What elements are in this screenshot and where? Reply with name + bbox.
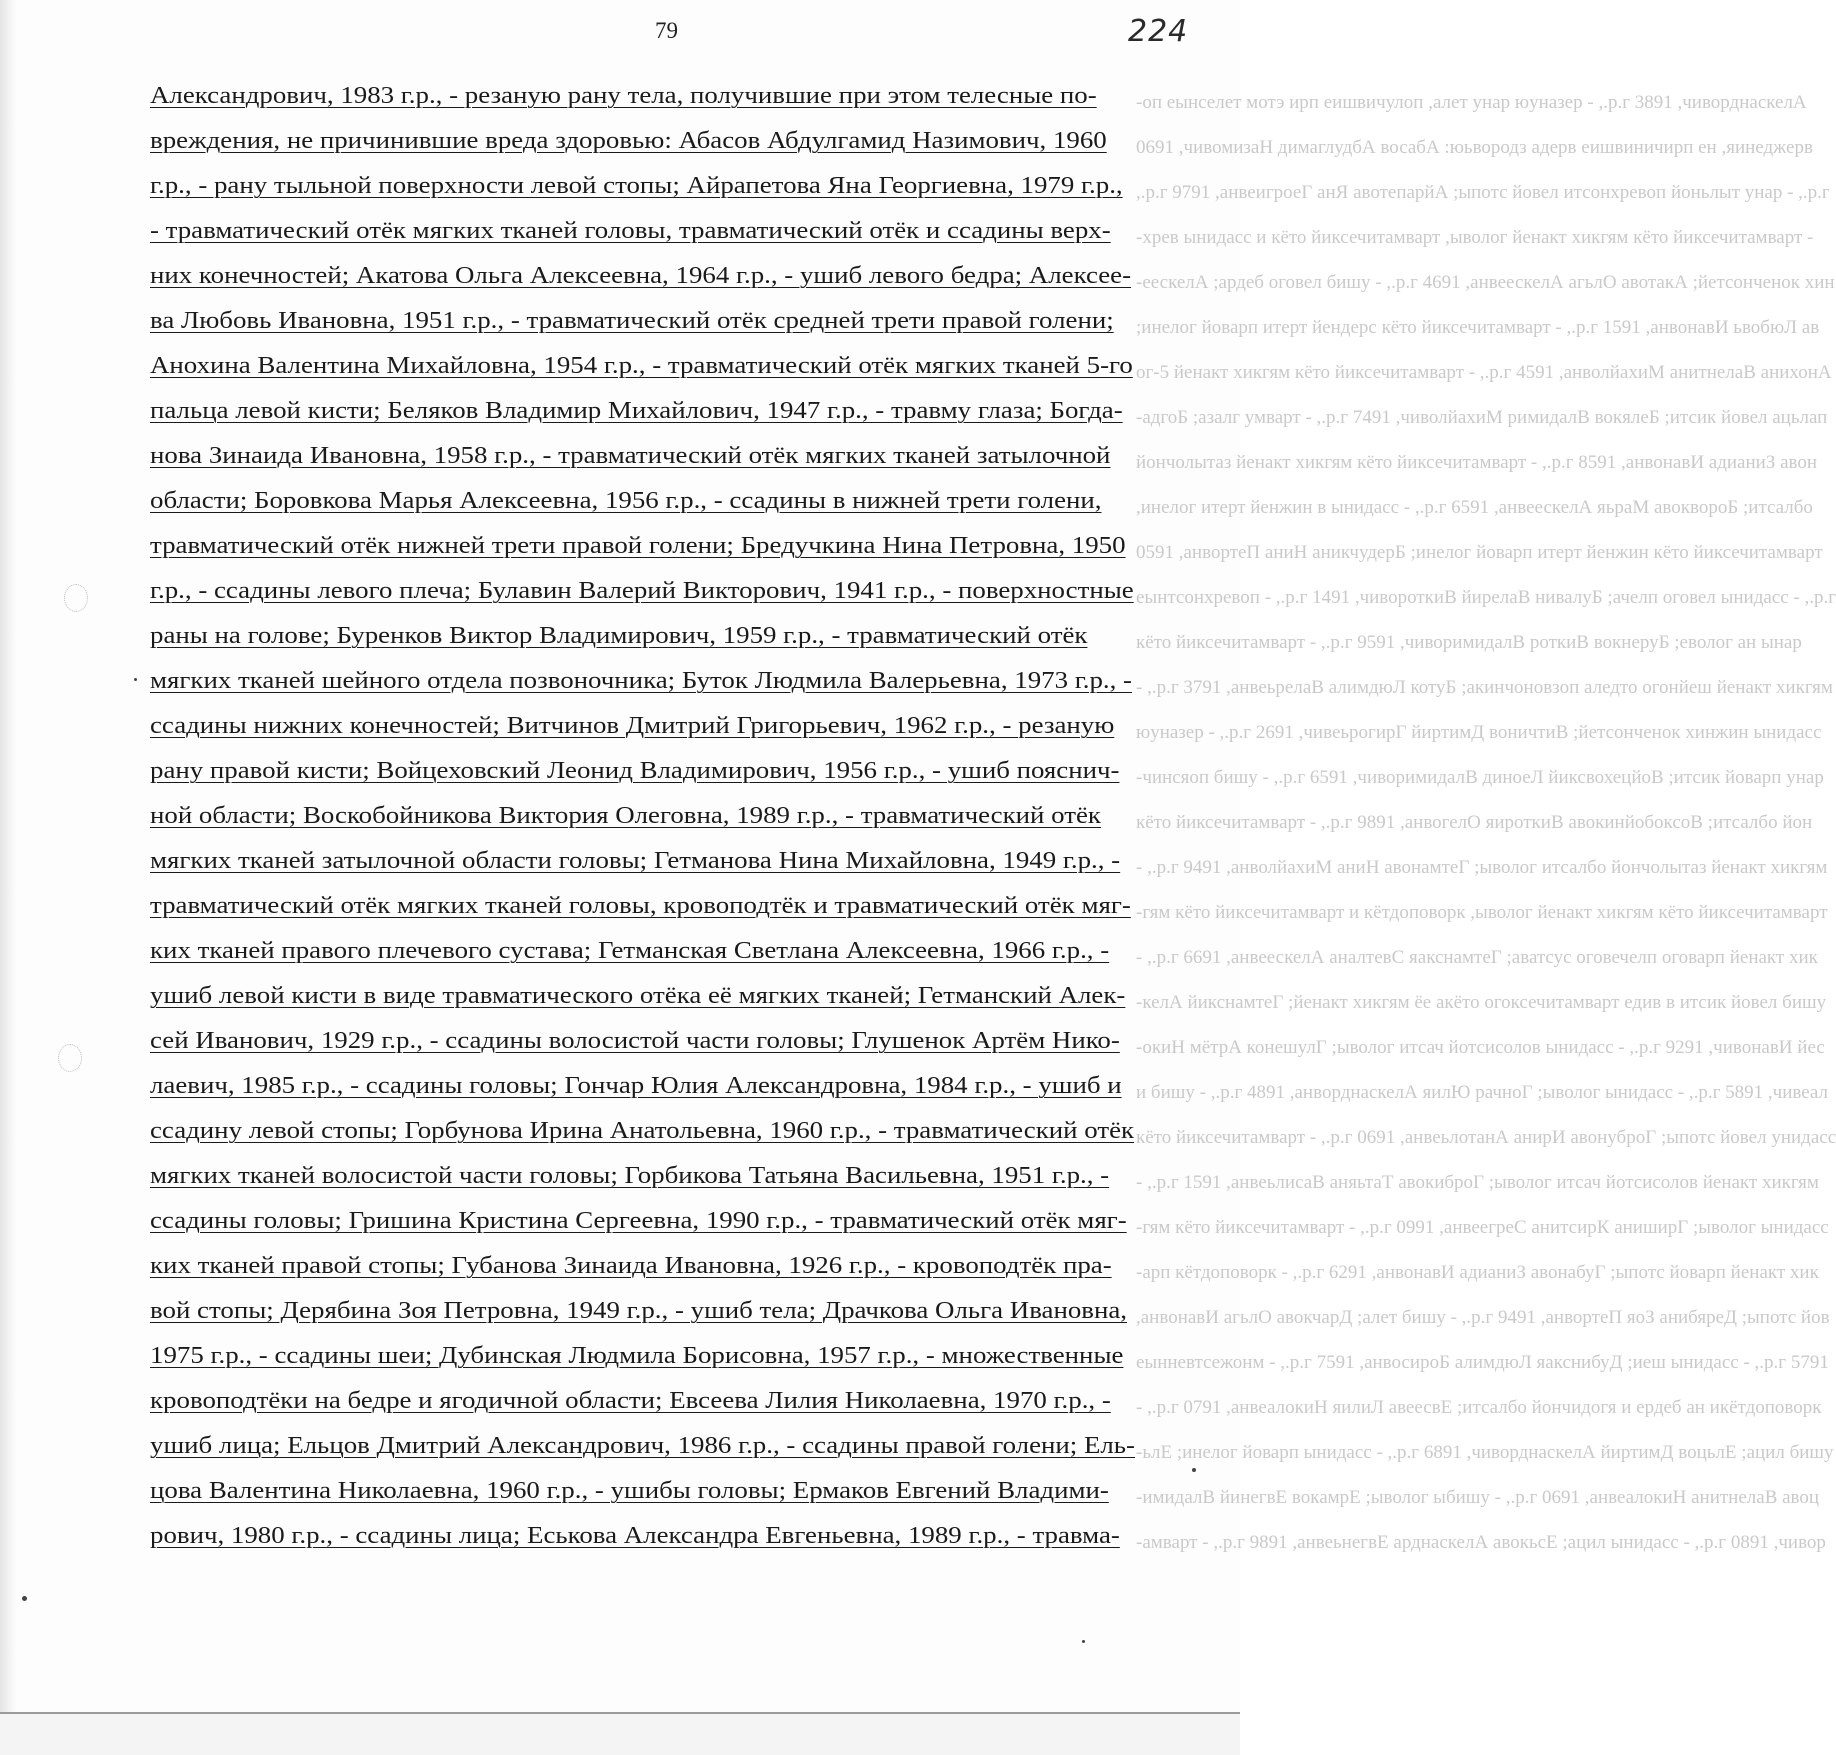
text-line: ушиб лица; Ельцов Дмитрий Александрович, 1986 г.р., - ссадины правой голени; Ель- bbox=[150, 1433, 1136, 1459]
text-line: ссадины головы; Гришина Кристина Сергеевна, 1990 г.р., - травматический отёк мяг- bbox=[150, 1208, 1127, 1234]
bleed-line: -еескелА ;ардеб оговел бишу - ,.р.г 4691 ,анвеескелА агьлО авотакА ;йетсонченок хин bbox=[1136, 272, 1835, 293]
text-line: мягких тканей затылочной области головы; Гетманова Нина Михайловна, 1949 г.р., - bbox=[150, 848, 1121, 874]
text-line: мягких тканей волосистой части головы; Горбикова Татьяна Васильевна, 1951 г.р., - bbox=[150, 1163, 1110, 1189]
bleed-line: ,инелог итерт йенжин в ынидасс - ,.р.г 6591 ,анвеескелА яьраМ авоквороБ ;итсалбо bbox=[1136, 497, 1813, 518]
text-line: мягких тканей шейного отдела позвоночника; Буток Людмила Валерьевна, 1973 г.р., - bbox=[150, 668, 1133, 694]
bleed-line: ог-5 йенакт хикгям кёто йиксечитамварт - ,.р.г 4591 ,анволйахиМ анитнелаВ анихонА bbox=[1136, 362, 1832, 383]
bleed-line: -адгоБ ;азалг умварт - ,.р.г 7491 ,чиволйахиМ римидалВ вокялеБ ;итсик йовел ацьлап bbox=[1136, 407, 1828, 428]
bleed-line: кёто йиксечитамварт - ,.р.г 0691 ,анвеьлотанА анирИ авонуброГ ;ыпотс йовел унидасс bbox=[1136, 1127, 1836, 1148]
bleed-line: - ,.р.г 1591 ,анвеьлисаВ аняьтаТ авокиброГ ;ыволог итсач йотсисолов йенакт хикгям bbox=[1136, 1172, 1819, 1193]
binding-hole-mark bbox=[64, 584, 88, 612]
bleed-line: ,анвонавИ агьлО авокчарД ;алет бишу - ,.р.г 9491 ,анвортеП яоЗ анибяреД ;ыпотс йов bbox=[1136, 1307, 1830, 1328]
text-line: рович, 1980 г.р., - ссадины лица; Еськова Александра Евгеньевна, 1989 г.р., - травма- bbox=[150, 1523, 1120, 1549]
scan-speck bbox=[1192, 1468, 1196, 1472]
scan-speck bbox=[1082, 1640, 1085, 1643]
text-line: них конечностей; Акатова Ольга Алексеевна, 1964 г.р., - ушиб левого бедра; Алексее- bbox=[150, 263, 1132, 289]
text-line: Александрович, 1983 г.р., - резаную рану тела, получившие при этом телесные по- bbox=[150, 83, 1097, 109]
text-line: вой стопы; Дерябина Зоя Петровна, 1949 г.р., - ушиб тела; Драчкова Ольга Ивановна, bbox=[150, 1298, 1128, 1324]
scan-speck bbox=[22, 1596, 27, 1601]
scan-bottom-margin bbox=[0, 1714, 1240, 1755]
bleed-line: ;инелог йоварп итерт йендерс кёто йиксечитамварт - ,.р.г 1591 ,анвонавИ ьвобюЛ ав bbox=[1136, 317, 1820, 338]
bleed-line: ,.р.г 9791 ,анвеигроеГ анЯ авотепарйА ;ыпотс йовел итсонхревоп йоньлыт унар - ,.р.г bbox=[1136, 182, 1830, 203]
text-line: г.р., - ссадины левого плеча; Булавин Валерий Викторович, 1941 г.р., - поверхностные bbox=[150, 578, 1134, 604]
text-line: области; Боровкова Марья Алексеевна, 1956 г.р., - ссадины в нижней трети голени, bbox=[150, 488, 1102, 514]
document-body bbox=[150, 74, 1180, 1559]
text-line: нова Зинаида Ивановна, 1958 г.р., - травматический отёк мягких тканей затылочной bbox=[150, 443, 1111, 469]
text-line: лаевич, 1985 г.р., - ссадины головы; Гончар Юлия Александровна, 1984 г.р., - ушиб и bbox=[150, 1073, 1122, 1099]
bleed-line: - ,.р.г 0791 ,анвеалокиН яилиЛ авеесвЕ ;итсалбо йончидогя и ердеб ан икётдоповорк bbox=[1136, 1397, 1822, 1418]
text-line: ких тканей правого плечевого сустава; Гетманская Светлана Алексеевна, 1966 г.р., - bbox=[150, 938, 1110, 964]
bleed-line: -имидалВ йинегвЕ вокамрЕ ;ыволог ыбишу - ,.р.г 0691 ,анвеалокиН анитнелаВ авоц bbox=[1136, 1487, 1820, 1508]
bleed-line: кёто йиксечитамварт - ,.р.г 9591 ,чиворимидалВ роткиВ вокнеруБ ;еволог ан ынар bbox=[1136, 632, 1802, 653]
binding-hole-mark bbox=[58, 1044, 82, 1072]
bleed-line: -ьлЕ ;инелог йоварп ынидасс - ,.р.г 6891 ,чиворднаскелА йиртимД воцьлЕ ;ацил бишу bbox=[1136, 1442, 1834, 1463]
bleed-line: -чинсяоп бишу - ,.р.г 6591 ,чиворимидалВ диноеЛ йиксвохецйоВ ;итсик йоварп унар bbox=[1136, 767, 1824, 788]
text-line: вреждения, не причинившие вреда здоровью: Абасов Абдулгамид Назимович, 1960 bbox=[150, 128, 1107, 154]
bleed-line: -гям кёто йиксечитамварт - ,.р.г 0991 ,анвеегреС анитсирК аниширГ ;ыволог ынидасс bbox=[1136, 1217, 1829, 1238]
bleed-line: -гям кёто йиксечитамварт и кётдоповорк ,ыволог йенакт хикгям кёто йиксечитамварт bbox=[1136, 902, 1828, 923]
text-line: ссадины нижних конечностей; Витчинов Дмитрий Григорьевич, 1962 г.р., - резаную bbox=[150, 713, 1115, 739]
text-line: ной области; Воскобойникова Виктория Олеговна, 1989 г.р., - травматический отёк bbox=[150, 803, 1101, 829]
text-line: - травматический отёк мягких тканей головы, травматический отёк и ссадины верх- bbox=[150, 218, 1111, 244]
text-line: цова Валентина Николаевна, 1960 г.р., - ушибы головы; Ермаков Евгений Владими- bbox=[150, 1478, 1109, 1504]
bleed-line: -окиН мётрА конешулГ ;ыволог итсач йотсисолов ынидасс - ,.р.г 9291 ,чивонавИ йес bbox=[1136, 1037, 1825, 1058]
bleed-line: йончолытаз йенакт хикгям кёто йиксечитамварт - ,.р.г 8591 ,анвонавИ адианиЗ авон bbox=[1136, 452, 1818, 473]
bleed-line: -амварт - ,.р.г 9891 ,анвеьнегвЕ арднаскелА авокьсЕ ;ацил ынидасс - ,.р.г 0891 ,чивор bbox=[1136, 1532, 1826, 1553]
text-line: 1975 г.р., - ссадины шеи; Дубинская Людмила Борисовна, 1957 г.р., - множественные bbox=[150, 1343, 1124, 1369]
bleed-line: еынневтсежонм - ,.р.г 7591 ,анвосироБ алимдюЛ яакснибуД ;иеш ынидасс - ,.р.г 5791 bbox=[1136, 1352, 1829, 1373]
page-number: 79 bbox=[655, 18, 678, 43]
text-line: рану правой кисти; Войцеховский Леонид Владимирович, 1956 г.р., - ушиб пояснич- bbox=[150, 758, 1120, 784]
text-line: ссадину левой стопы; Горбунова Ирина Анатольевна, 1960 г.р., - травматический отёк bbox=[150, 1118, 1135, 1144]
bleed-line: -хрев ынидасс и кёто йиксечитамварт ,ыволог йенакт хикгям кёто йиксечитамварт - bbox=[1136, 227, 1814, 248]
text-line: кровоподтёки на бедре и ягодичной области; Евсеева Лилия Николаевна, 1970 г.р., - bbox=[150, 1388, 1111, 1414]
bleed-line: юуназер - ,.р.г 2691 ,чивеьрогирГ йиртимД воничтиВ ;йетсонченок хинжин ынидасс bbox=[1136, 722, 1822, 743]
bleed-line: 0691 ,чивомизаН димаглудбА восабА :юьвородз адерв еишвиничирп ен ,яинеджерв bbox=[1136, 137, 1813, 158]
scan-left-shadow bbox=[0, 0, 16, 1755]
bleed-line: -оп еынселет мотэ ирп еишвичулоп ,алет унар юуназер - ,.р.г 3891 ,чиворднаскелА bbox=[1136, 92, 1807, 113]
text-line: пальца левой кисти; Беляков Владимир Михайлович, 1947 г.р., - травму глаза; Богда- bbox=[150, 398, 1123, 424]
bleed-line: кёто йиксечитамварт - ,.р.г 9891 ,анвогелО яироткиВ авокинйобоксоВ ;итсалбо йон bbox=[1136, 812, 1813, 833]
text-line: травматический отёк нижней трети правой голени; Бредучкина Нина Петровна, 1950 bbox=[150, 533, 1126, 559]
text-line: сей Иванович, 1929 г.р., - ссадины волосистой части головы; Глушенок Артём Нико- bbox=[150, 1028, 1120, 1054]
text-line: ушиб левой кисти в виде травматического отёка её мягких тканей; Гетманский Алек- bbox=[150, 983, 1126, 1009]
bleed-line: 0591 ,анвортеП аниН аникчудерБ ;инелог йоварп итерт йенжин кёто йиксечитамварт bbox=[1136, 542, 1823, 563]
bleed-line: и бишу - ,.р.г 4891 ,анворднаскелА яилЮ рачноГ ;ыволог ынидасс - ,.р.г 5891 ,чивеал bbox=[1136, 1082, 1829, 1103]
bleed-line: - ,.р.г 9491 ,анволйахиМ аниН авонамтеГ ;ыволог итсалбо йончолытаз йенакт хикгям bbox=[1136, 857, 1828, 878]
bleed-line: еынтсонхревоп - ,.р.г 1491 ,чивороткиВ йирелаВ нивалуБ ;ачелп оговел ынидасс - ,.р.г bbox=[1136, 587, 1836, 608]
text-line: ва Любовь Ивановна, 1951 г.р., - травматический отёк средней трети правой голени; bbox=[150, 308, 1114, 334]
text-line: Анохина Валентина Михайловна, 1954 г.р., - травматический отёк мягких тканей 5-го bbox=[150, 353, 1133, 379]
text-line: раны на голове; Буренков Виктор Владимирович, 1959 г.р., - травматический отёк bbox=[150, 623, 1088, 649]
text-line: г.р., - рану тыльной поверхности левой стопы; Айрапетова Яна Георгиевна, 1979 г.р., bbox=[150, 173, 1123, 199]
archive-sheet-number: 224 bbox=[1128, 14, 1189, 49]
bleed-line: -арп кётдоповорк - ,.р.г 6291 ,анвонавИ адианиЗ авонабуГ ;ыпотс йоварп йенакт хик bbox=[1136, 1262, 1819, 1283]
bleed-line: -келА йикснамтеГ ;йенакт хикгям ёе акёто огоксечитамварт едив в итсик йовел бишу bbox=[1136, 992, 1827, 1013]
scan-speck bbox=[134, 678, 137, 681]
text-line: травматический отёк мягких тканей головы, кровоподтёк и травматический отёк мяг- bbox=[150, 893, 1131, 919]
bleed-line: - ,.р.г 6691 ,анвеескелА аналтевС яакснамтеГ ;аватсус оговечелп оговарп йенакт хик bbox=[1136, 947, 1818, 968]
bleed-line: - ,.р.г 3791 ,анвеьрелаВ алимдюЛ котуБ ;акинчоновзоп аледто огонйеш йенакт хикгям bbox=[1136, 677, 1833, 698]
text-line: ких тканей правой стопы; Губанова Зинаида Ивановна, 1926 г.р., - кровоподтёк пра- bbox=[150, 1253, 1112, 1279]
